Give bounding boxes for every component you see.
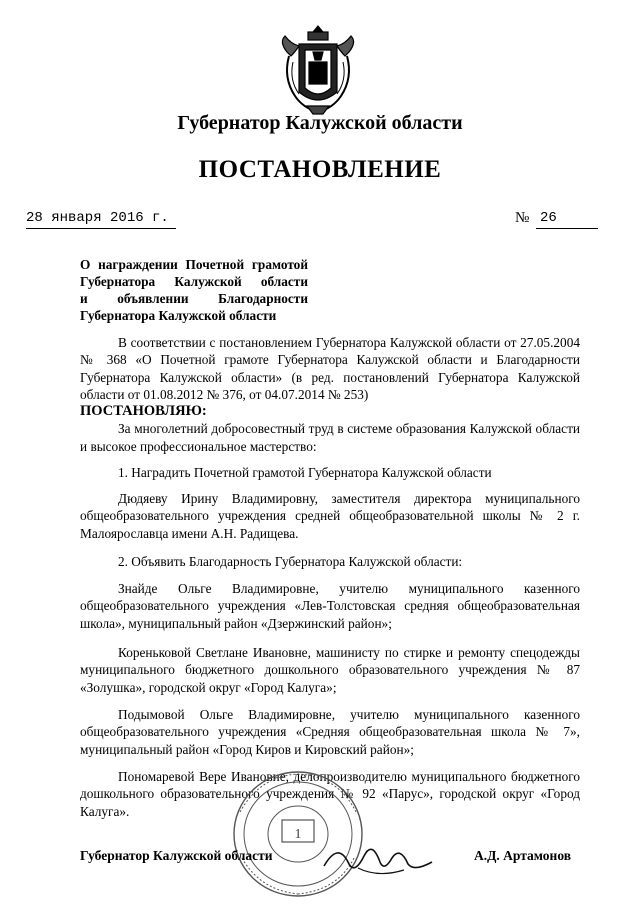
item2-person-2: [80, 644, 580, 696]
item1-heading: [80, 464, 580, 481]
item1-heading-text: 1. Наградить Почетной грамотой Губернатора Калужской области: [118, 465, 492, 480]
document-subject: [80, 256, 308, 324]
stamp-number: 1: [294, 827, 302, 842]
document-number: 26: [540, 210, 557, 226]
awardee-paragraph: Дюдяеву Ирину Владимировну, заместителя директора муниципального общеобразовательного учреждения средней общеобразовательной школы № 2 г. Малоярославца имени А.Н. Радищева.: [80, 491, 580, 541]
number-underline: [536, 228, 598, 229]
subject-line: Губернатора Калужской области: [80, 308, 277, 323]
date-underline: [26, 228, 176, 229]
gratitude-paragraph: Кореньковой Светлане Ивановне, машинисту по стирке и ремонту спецодежды муниципального бюджетного дошкольного образовательного учреждения № 87 «Золушка», городской округ «Город Калуга»;: [80, 645, 580, 695]
item2-person-1: [80, 580, 580, 632]
signatory-name: А.Д. Артамонов: [474, 848, 572, 863]
gratitude-paragraph: Пономаревой Вере Ивановне, делопроизводителю муниципального бюджетного дошкольного образовательного учреждения № 92 «Парус», городской округ «Город Калуга».: [80, 769, 580, 819]
issuer-title: Губернатор Калужской области: [177, 112, 463, 134]
gratitude-paragraph: Подымовой Ольге Владимировне, учителю муниципального казенного общеобразовательного учреждения «Средняя общеобразовательная школа № 7», муниципальный район «Город Киров и Кировский район»;: [80, 707, 580, 757]
signatory-position: Губернатор Калужской области: [80, 848, 273, 863]
signature-icon: [318, 832, 438, 882]
document-type-heading: ПОСТАНОВЛЕНИЕ: [198, 156, 442, 183]
subject-line: и объявлении Благодарности: [80, 291, 308, 306]
item2-person-4: [80, 768, 580, 820]
preamble-paragraph: В соответствии с постановлением Губернатора Калужской области от 27.05.2004 № 368 «О Почетной грамоте Губернатора Калужской области и Благодарности Губернатора Калужской области» (в ред. постановлений Губернатора Калужской области от 01.08.2012 № 376, от 04.07.2014 № 253): [80, 335, 580, 402]
number-sign: №: [515, 210, 530, 226]
gratitude-paragraph: Знайде Ольге Владимировне, учителю муниципального казенного общеобразовательного учреждения «Лев-Толстовская средняя общеобразовательная школа», муниципальный район «Дзержинский район»;: [80, 581, 580, 631]
decree-word: ПОСТАНОВЛЯЮ:: [80, 403, 207, 420]
subject-line: Губернатора Калужской области: [80, 274, 308, 289]
reason-paragraph: За многолетний добросовестный труд в системе образования Калужской области и высокое профессиональное мастерство:: [80, 421, 580, 454]
item1-person: [80, 490, 580, 542]
item2-heading-text: 2. Объявить Благодарность Губернатора Калужской области:: [118, 554, 463, 569]
coat-of-arms-emblem: [277, 22, 359, 118]
item2-heading: [80, 553, 580, 570]
subject-line: О награждении Почетной грамотой: [80, 257, 308, 272]
document-date: 28 января 2016 г.: [26, 210, 169, 226]
item2-person-3: [80, 706, 580, 758]
preamble-block: [80, 334, 580, 455]
